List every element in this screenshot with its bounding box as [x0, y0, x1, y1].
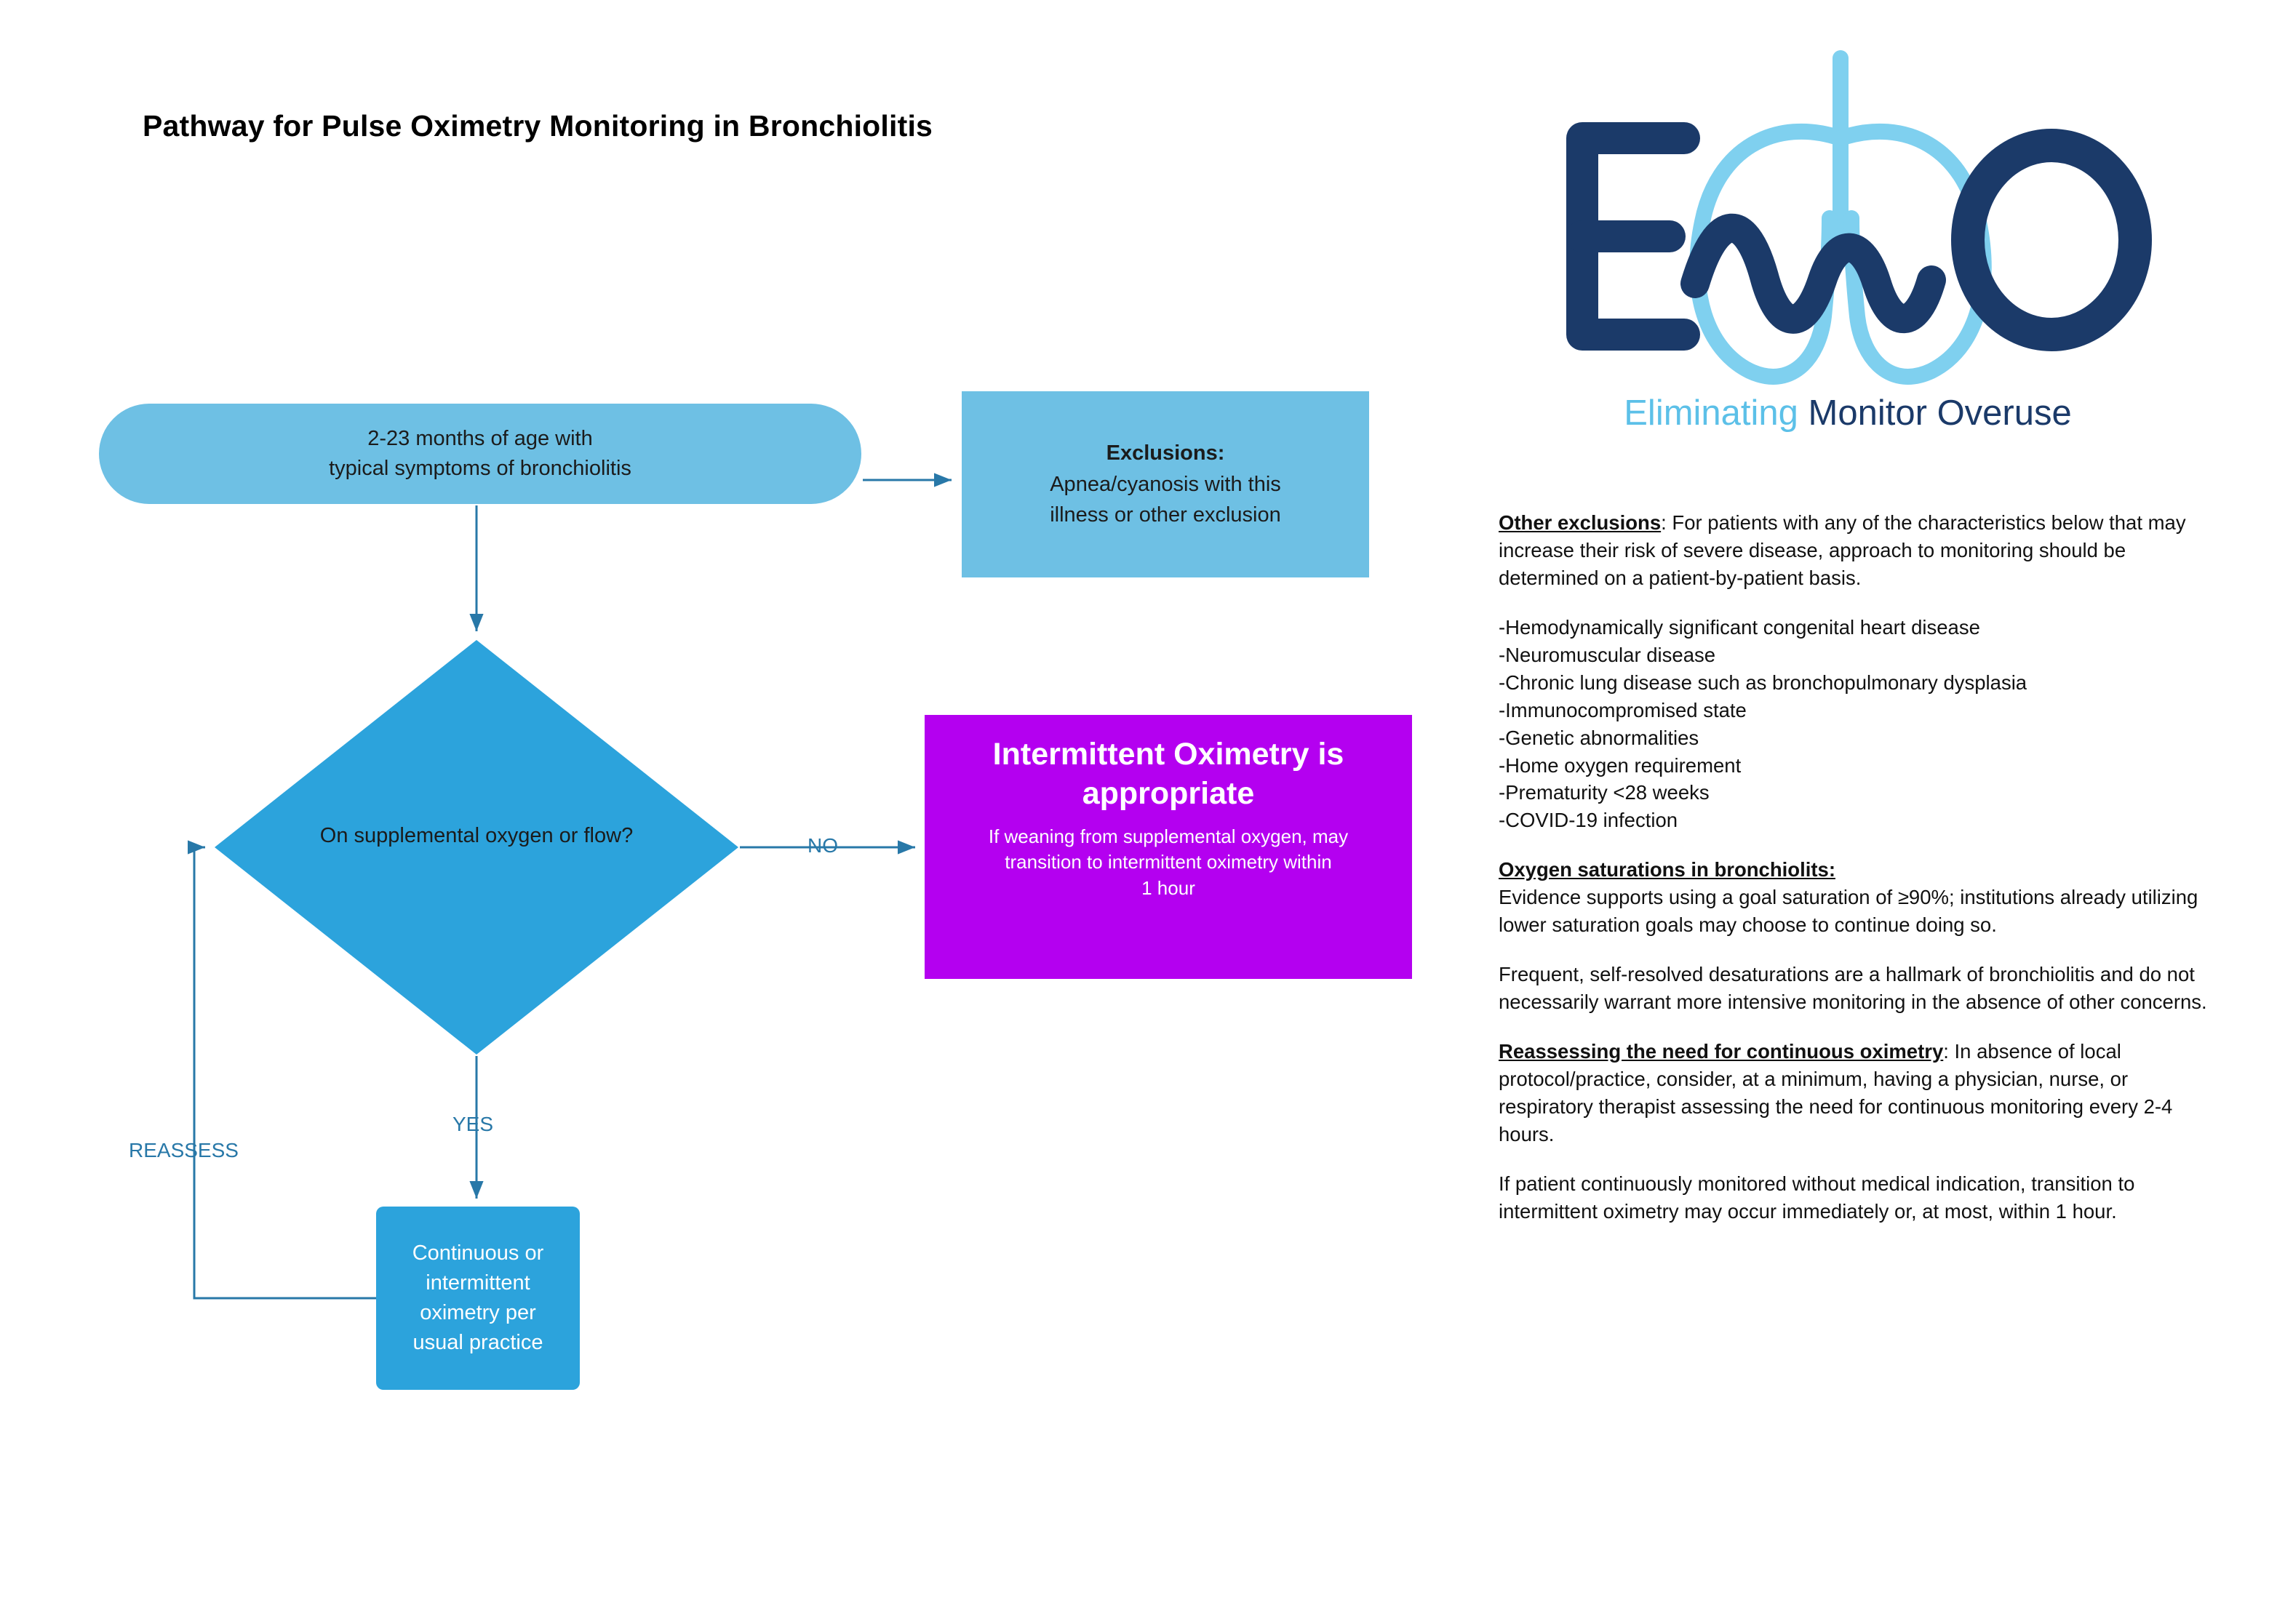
edge-label-yes: YES	[452, 1113, 494, 1135]
flow-node-decision	[215, 640, 738, 1055]
flow-node-continuous-oximetry	[376, 1207, 580, 1390]
list-item: -Neuromuscular disease	[1499, 643, 1716, 666]
reassessing-body: : In absence of local protocol/practice, consider, at a minimum, having a physician, nurse, or respiratory therapist assessing the need for continuous monitoring every 2-4 hours.	[1499, 1040, 2173, 1145]
note-transition	[1499, 1170, 2226, 1225]
continuous-line-1: Continuous or	[412, 1241, 544, 1265]
edge-label-no: NO	[807, 834, 838, 857]
other-exclusions-intro: : For patients with any of the characteristics below that may increase their risk of severe disease, approach to monitoring should be determined on a patient-by-patient basis.	[1499, 511, 2186, 589]
continuous-line-3: oximetry per	[420, 1301, 536, 1324]
notes-panel	[1499, 509, 2226, 1247]
list-item: -Prematurity <28 weeks	[1499, 781, 1710, 804]
emo-logo	[1499, 29, 2197, 436]
logo-word-monitor: Monitor	[1808, 393, 1927, 433]
note-other-exclusions	[1499, 509, 2226, 592]
flow-node-start	[99, 404, 861, 504]
edge-label-reassess: REASSESS	[129, 1139, 239, 1161]
list-item: -COVID-19 infection	[1499, 809, 1678, 832]
list-item: -Hemodynamically significant congenital heart disease	[1499, 615, 1980, 639]
page-title: Pathway for Pulse Oximetry Monitoring in Bronchiolitis	[143, 109, 933, 143]
logo-word-overuse: Overuse	[1937, 393, 2072, 433]
list-item: -Immunocompromised state	[1499, 698, 1747, 721]
oxygen-saturations-body: Evidence supports using a goal saturation of ≥90%; institutions already utilizing lower saturation goals may choose to continue doing so.	[1499, 886, 2198, 937]
decision-label: On supplemental oxygen or flow?	[319, 824, 634, 847]
note-desaturations	[1499, 961, 2226, 1016]
start-line-2: typical symptoms of bronchiolitis	[329, 457, 631, 480]
emo-lungs-icon	[1499, 29, 2197, 436]
note-oxygen-saturations	[1499, 856, 2226, 939]
logo-word-eliminating: Eliminating	[1624, 393, 1798, 433]
oxygen-saturations-heading: Oxygen saturations in bronchiolits:	[1499, 858, 1835, 881]
intermittent-detail-line-3: 1 hour	[1141, 877, 1195, 900]
continuous-line-2: intermittent	[426, 1271, 530, 1295]
intermittent-heading-line-2: appropriate	[1082, 775, 1255, 811]
list-item: -Genetic abnormalities	[1499, 726, 1699, 749]
flow-node-intermittent-oximetry	[925, 715, 1412, 979]
desaturations-body: Frequent, self-resolved desaturations are a hallmark of bronchiolitis and do not necessarily warrant more intensive monitoring in the absence of other concerns.	[1499, 963, 2207, 1014]
note-reassessing	[1499, 1038, 2226, 1148]
reassessing-heading: Reassessing the need for continuous oximetry	[1499, 1040, 1944, 1063]
list-item: -Chronic lung disease such as bronchopulmonary dysplasia	[1499, 671, 2027, 694]
other-exclusions-list	[1499, 614, 2226, 835]
flow-node-exclusions	[962, 391, 1369, 577]
exclusions-heading: Exclusions:	[1106, 441, 1225, 465]
other-exclusions-heading: Other exclusions	[1499, 511, 1662, 534]
intermittent-heading-line-1: Intermittent Oximetry is	[992, 737, 1344, 772]
intermittent-detail-line-1: If weaning from supplemental oxygen, may	[988, 825, 1349, 847]
logo-wordmark	[1499, 393, 2197, 433]
start-line-1: 2-23 months of age with	[367, 426, 593, 450]
exclusions-line-2: illness or other exclusion	[1050, 503, 1281, 527]
continuous-line-4: usual practice	[412, 1331, 543, 1355]
exclusions-line-1: Apnea/cyanosis with this	[1050, 472, 1281, 496]
intermittent-detail-line-2: transition to intermittent oximetry within	[1005, 851, 1332, 873]
transition-body: If patient continuously monitored without medical indication, transition to intermittent oximetry may occur immediately or, at most, within 1 hour.	[1499, 1172, 2135, 1223]
list-item: -Home oxygen requirement	[1499, 753, 1742, 777]
